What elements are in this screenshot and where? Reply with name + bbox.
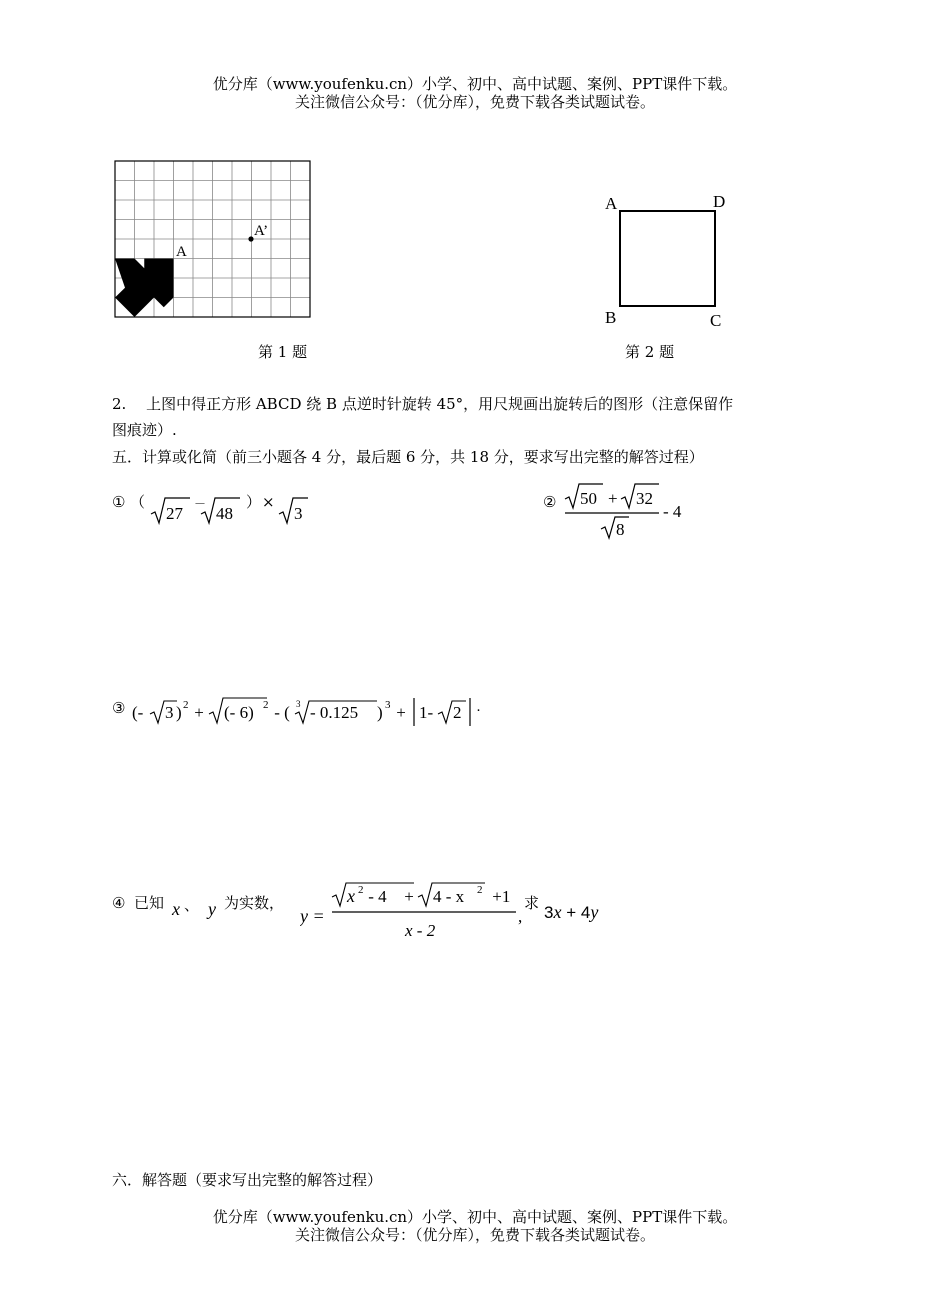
svg-text:2: 2	[358, 884, 364, 896]
figure-1-grid	[110, 155, 320, 325]
var-x: x	[172, 899, 180, 919]
problem-1-radical-3	[278, 496, 310, 526]
point-a-label: A	[176, 244, 187, 260]
svg-text:+: +	[392, 703, 411, 722]
vertex-d-label: D	[713, 192, 726, 211]
question-2-line-2: 图痕迹）.	[112, 421, 177, 439]
section-6-title: 六．解答题（要求写出完整的解答过程）	[112, 1171, 383, 1189]
svg-text:3: 3	[385, 699, 391, 711]
radicand-3: 3	[294, 504, 303, 523]
radicand-27: 27	[166, 504, 183, 523]
section-5-title: 五．计算或化简（前三小题各 4 分，最后题 6 分，共 18 分，要求写出完整的解答过程）	[112, 448, 704, 466]
separator: 、	[184, 896, 200, 914]
problem-4-ask: 求	[524, 894, 540, 912]
header-line-2: 关注微信公众号：（优分库），免费下载各类试题试卷。	[294, 93, 655, 111]
vertex-a-label: A	[605, 194, 618, 213]
header-line-1: 优分库（www.youfenku.cn）小学、初中、高中试题、案例、PPT课件下载。	[212, 75, 738, 93]
problem-3	[112, 693, 512, 733]
problem-1	[112, 492, 442, 532]
problem-3-expression	[132, 693, 512, 733]
times-sign: ×	[262, 493, 275, 511]
problem-4-marker: ④	[112, 894, 126, 912]
svg-text:+1: +1	[488, 887, 511, 906]
problem-2-fraction	[563, 483, 713, 543]
problem-2	[543, 483, 713, 543]
minus-four: - 4	[663, 502, 682, 521]
numerator-50: 50	[580, 489, 597, 508]
svg-text:+: +	[400, 887, 419, 906]
var-y: y	[208, 899, 216, 919]
svg-text:(- 6): (- 6)	[224, 703, 254, 722]
svg-text:x: x	[347, 886, 355, 906]
denominator: x - 2	[405, 921, 436, 940]
cube-root-index: 3	[296, 699, 301, 709]
svg-text:): )	[377, 703, 383, 722]
problem-4-real: 为实数，	[224, 894, 285, 912]
point-a-prime-dot	[248, 236, 253, 241]
svg-text:): )	[176, 703, 182, 722]
minus-sign: －	[194, 497, 207, 511]
problem-1-close-paren: ）	[246, 493, 262, 511]
svg-text:- (: - (	[270, 703, 290, 722]
svg-text:3: 3	[165, 703, 174, 722]
svg-text:4 - x: 4 - x	[433, 887, 465, 906]
svg-text:2: 2	[477, 884, 483, 896]
svg-text:·: ·	[476, 703, 481, 719]
problem-4	[112, 880, 632, 944]
svg-text:2: 2	[263, 699, 269, 711]
vertex-b-label: B	[605, 308, 617, 327]
denominator-8: 8	[616, 520, 625, 539]
numerator-32: 32	[636, 489, 653, 508]
problem-2-marker: ②	[543, 493, 557, 511]
problem-3-marker: ③	[112, 699, 126, 717]
footer-line-2: 关注微信公众号：（优分库），免费下载各类试题试卷。	[294, 1226, 655, 1244]
svg-text:- 4: - 4	[364, 887, 387, 906]
y-equals: y =	[300, 906, 325, 926]
svg-text:2: 2	[453, 703, 462, 722]
svg-text:1-: 1-	[419, 703, 438, 722]
question-2-line-1: 2. 上图中得正方形 ABCD 绕 B 点逆时针旋转 45°，用尺规画出旋转后的图形（注意保留作	[112, 395, 734, 413]
problem-1-radicals	[150, 496, 245, 526]
plus-sign: +	[608, 489, 618, 508]
target-expression: 3x + 4y	[544, 902, 599, 922]
footer-line-1: 优分库（www.youfenku.cn）小学、初中、高中试题、案例、PPT课件下载。	[212, 1208, 738, 1226]
black-shape	[115, 259, 174, 318]
problem-1-open-paren: （	[130, 493, 146, 511]
problem-1-marker: ①	[112, 493, 126, 511]
figure-2-caption: 第 2 题	[625, 343, 675, 361]
svg-text:2: 2	[183, 699, 189, 711]
radicand-48: 48	[216, 504, 233, 523]
vertex-c-label: C	[710, 311, 722, 330]
figure-2-square	[598, 188, 728, 333]
problem-4-known: 已知	[134, 894, 165, 912]
svg-text:+: +	[190, 703, 209, 722]
figure-1-caption: 第 1 题	[258, 343, 308, 361]
square-abcd	[620, 211, 715, 306]
svg-text:,: ,	[518, 907, 523, 926]
point-a-prime-label: A’	[254, 223, 269, 239]
svg-text:(-: (-	[132, 703, 148, 722]
svg-text:- 0.125: - 0.125	[310, 703, 359, 722]
